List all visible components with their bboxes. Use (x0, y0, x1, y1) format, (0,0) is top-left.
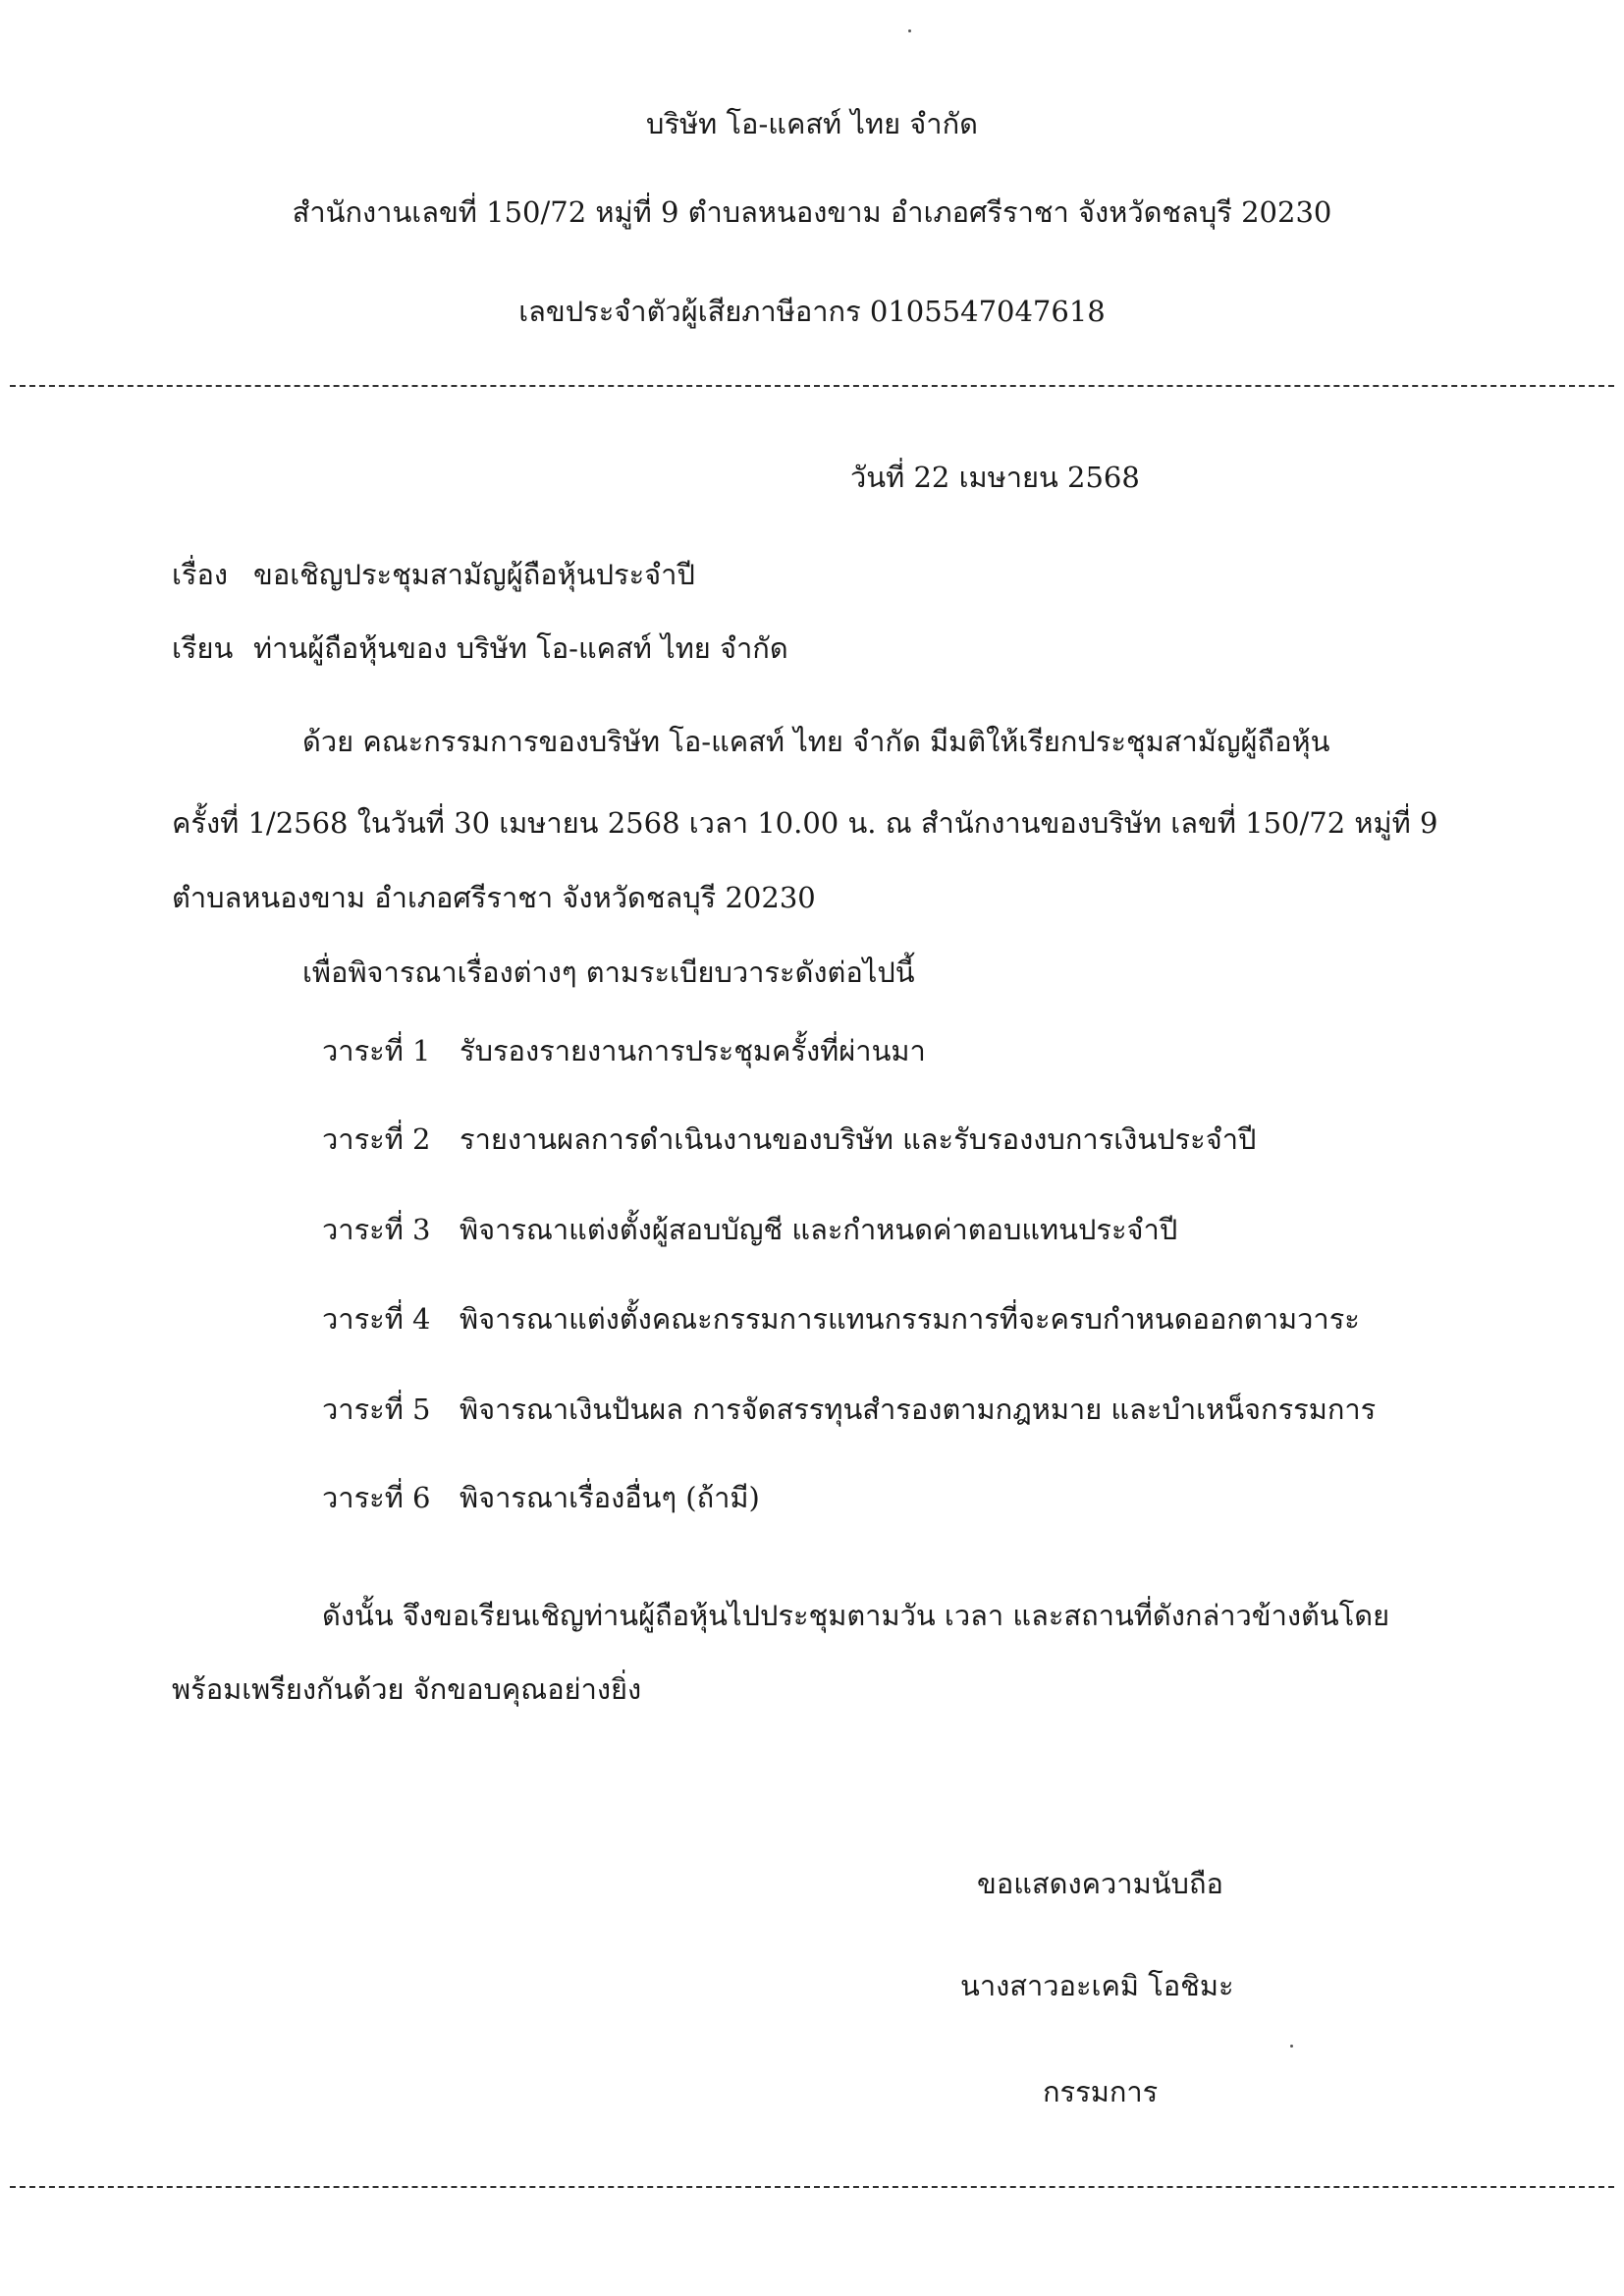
agenda-item-5-text: พิจารณาเงินปันผล การจัดสรรทุนสำรองตามกฎหมาย และบำเหน็จกรรมการ (460, 1393, 1377, 1426)
body-line-3: ตำบลหนองขาม อำเภอศรีราชา จังหวัดชลบุรี 20230 (172, 881, 816, 914)
agenda-item-1-number: วาระที่ 1 (322, 1034, 431, 1067)
agenda-item-3-number: วาระที่ 3 (322, 1213, 431, 1246)
tax-id: เลขประจำตัวผู้เสียภาษีอากร 0105547047618 (518, 295, 1106, 328)
company-name: บริษัท โอ-แคสท์ ไทย จำกัด (646, 107, 978, 140)
agenda-item-1-text: รับรองรายงานการประชุมครั้งที่ผ่านมา (460, 1034, 926, 1067)
agenda-item-6-number: วาระที่ 6 (322, 1481, 431, 1514)
body-line-2: ครั้งที่ 1/2568 ในวันที่ 30 เมษายน 2568 เวลา 10.00 น. ณ สำนักงานของบริษัท เลขที่ 150/72 หมู่ที่ 9 (172, 806, 1438, 840)
agenda-item-4-number: วาระที่ 4 (322, 1302, 431, 1336)
recipient-text: ท่านผู้ถือหุ้นของ บริษัท โอ-แคสท์ ไทย จำกัด (253, 631, 788, 665)
agenda-item-3-text: พิจารณาแต่งตั้งผู้สอบบัญชี และกำหนดค่าตอบแทนประจำปี (460, 1213, 1178, 1246)
signatory-title: กรรมการ (1043, 2075, 1159, 2108)
company-address: สำนักงานเลขที่ 150/72 หมู่ที่ 9 ตำบลหนองขาม อำเภอศรีราชา จังหวัดชลบุรี 20230 (292, 195, 1332, 229)
subject-text: ขอเชิญประชุมสามัญผู้ถือหุ้นประจำปี (253, 558, 695, 591)
letter-date: วันที่ 22 เมษายน 2568 (850, 461, 1140, 494)
closing-line-2: พร้อมเพรียงกันด้วย จักขอบคุณอย่างยิ่ง (172, 1672, 642, 1706)
body-line-1: ด้วย คณะกรรมการของบริษัท โอ-แคสท์ ไทย จำกัด มีมติให้เรียกประชุมสามัญผู้ถือหุ้น (302, 725, 1330, 758)
agenda-item-4-text: พิจารณาแต่งตั้งคณะกรรมการแทนกรรมการที่จะครบกำหนดออกตามวาระ (460, 1302, 1360, 1336)
closing-regards: ขอแสดงความนับถือ (977, 1867, 1223, 1900)
agenda-item-6-text: พิจารณาเรื่องอื่นๆ (ถ้ามี) (460, 1481, 760, 1514)
recipient-label: เรียน (172, 631, 234, 665)
scan-speck (908, 29, 911, 32)
scan-speck (1290, 2045, 1293, 2048)
footer-divider (10, 2186, 1614, 2188)
agenda-item-5-number: วาระที่ 5 (322, 1393, 431, 1426)
agenda-item-2-text: รายงานผลการดำเนินงานของบริษัท และรับรองงบการเงินประจำปี (460, 1122, 1257, 1156)
agenda-item-2-number: วาระที่ 2 (322, 1122, 431, 1156)
header-divider (10, 385, 1614, 387)
signatory-name: นางสาวอะเคมิ โอชิมะ (960, 1969, 1234, 2002)
agenda-intro: เพื่อพิจารณาเรื่องต่างๆ ตามระเบียบวาระดังต่อไปนี้ (302, 956, 915, 989)
subject-label: เรื่อง (172, 558, 229, 591)
closing-line-1: ดังนั้น จึงขอเรียนเชิญท่านผู้ถือหุ้นไปประชุมตามวัน เวลา และสถานที่ดังกล่าวข้างต้นโดย (322, 1599, 1390, 1632)
